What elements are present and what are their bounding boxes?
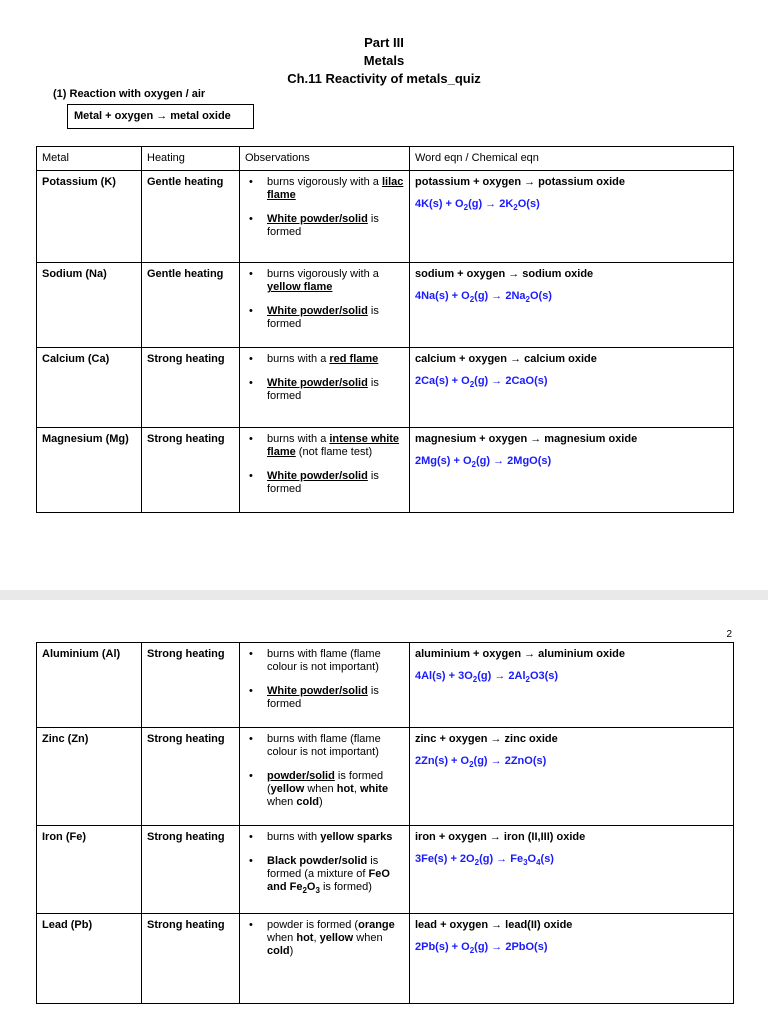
chapter-title: Ch.11 Reactivity of metals_quiz: [287, 71, 481, 86]
heating-cell: Strong heating: [142, 428, 240, 513]
equation-cell: [410, 643, 734, 728]
observation-item: • White powder/solid is formed: [245, 213, 404, 239]
metal-cell: Magnesium (Mg): [37, 428, 142, 513]
word-equation: aluminium + oxygen → aluminium oxide: [415, 648, 625, 660]
observation-item: • powder is formed (orange when hot, yellow when cold): [245, 919, 404, 958]
observation-item: • burns vigorously with a yellow flame: [245, 268, 404, 294]
chemical-equation: $2Zn(s) + O_2(g) \to 2ZnO(s)$: [415, 755, 547, 770]
chemical-equation: $2Mg(s) + O_2(g) \to 2MgO(s)$: [415, 455, 552, 470]
chemical-equation: $4Na(s) + O_2(g) \to 2Na_2O(s)$: [415, 290, 552, 305]
metal-cell: Iron (Fe): [37, 826, 142, 914]
table-row: [37, 826, 734, 914]
table-row: [37, 643, 734, 728]
section-heading: (1) Reaction with oxygen / air: [53, 88, 206, 100]
table-row: [37, 263, 734, 348]
observation-item: • burns with a red flame: [245, 353, 404, 366]
observations-cell: [240, 643, 410, 728]
page-2: [0, 600, 768, 1024]
chemical-equation: $2Ca(s) + O_2(g) \to 2CaO(s)$: [415, 375, 548, 390]
header-equation: Word eqn / Chemical eqn: [410, 147, 734, 171]
equation-cell: [410, 914, 734, 1004]
page-number: 2: [726, 629, 732, 640]
equation-cell: [410, 348, 734, 428]
heating-cell: Gentle heating: [142, 263, 240, 348]
word-equation: potassium + oxygen → potassium oxide: [415, 176, 625, 188]
observation-item: • White powder/solid is formed: [245, 685, 404, 711]
observations-cell: [240, 728, 410, 826]
table-row: [37, 728, 734, 826]
unit-title: Metals: [363, 53, 405, 68]
observations-cell: [240, 914, 410, 1004]
heating-cell: Strong heating: [142, 728, 240, 826]
table-row: [37, 348, 734, 428]
metal-cell: Sodium (Na): [37, 263, 142, 348]
header-heating: Heating: [142, 147, 240, 171]
heating-cell: Strong heating: [142, 643, 240, 728]
word-equation: lead + oxygen → lead(II) oxide: [415, 919, 573, 932]
observation-item: • burns vigorously with a lilac flame: [245, 176, 404, 202]
observation-item: • burns with yellow sparks: [245, 831, 404, 844]
chemical-equation: $2Pb(s) + O_2(g) \to 2PbO(s)$: [415, 941, 548, 956]
word-equation: calcium + oxygen → calcium oxide: [415, 353, 597, 365]
equation-cell: [410, 826, 734, 914]
part-title: Part III: [364, 35, 404, 50]
heating-cell: Strong heating: [142, 826, 240, 914]
word-equation: iron + oxygen → iron (II,III) oxide: [415, 831, 586, 843]
metal-cell: Lead (Pb): [37, 914, 142, 1004]
heating-cell: Strong heating: [142, 348, 240, 428]
observations-cell: [240, 826, 410, 914]
observation-item: • powder/solid is formed (yellow when hot, white when cold): [245, 770, 404, 809]
heating-cell: Gentle heating: [142, 171, 240, 263]
metal-cell: Zinc (Zn): [37, 728, 142, 826]
observations-cell: [240, 428, 410, 513]
observation-item: • Black powder/solid is formed (a mixture of FeO and $Fe_2O_3$ is formed): [245, 855, 404, 897]
word-equation: zinc + oxygen → zinc oxide: [415, 733, 558, 745]
equation-cell: [410, 171, 734, 263]
observations-cell: [240, 263, 410, 348]
table-row: [37, 428, 734, 513]
word-equation: sodium + oxygen → sodium oxide: [415, 268, 594, 280]
metal-cell: Calcium (Ca): [37, 348, 142, 428]
heating-cell: Strong heating: [142, 914, 240, 1004]
observations-cell: [240, 348, 410, 428]
observation-item: • burns with flame (flame colour is not important): [245, 733, 404, 759]
table-row: [37, 171, 734, 263]
observations-cell: [240, 171, 410, 263]
header-observations: Observations: [240, 147, 410, 171]
equation-cell: [410, 428, 734, 513]
observation-item: • White powder/solid is formed: [245, 305, 404, 331]
equation-cell: [410, 728, 734, 826]
table-row: [37, 914, 734, 1004]
general-equation-box: Metal + oxygen → metal oxide: [67, 104, 254, 129]
metal-cell: Potassium (K): [37, 171, 142, 263]
reaction-table-page2: [36, 642, 734, 1004]
observation-item: • White powder/solid is formed: [245, 377, 404, 403]
observation-item: • White powder/solid is formed: [245, 470, 404, 496]
equation-cell: [410, 263, 734, 348]
reaction-table-page1: [36, 146, 734, 513]
table-header-row: [37, 147, 734, 171]
observation-item: • burns with flame (flame colour is not important): [245, 648, 404, 674]
observation-item: • burns with a intense white flame (not flame test): [245, 433, 404, 459]
word-equation: magnesium + oxygen → magnesium oxide: [415, 433, 638, 445]
metal-cell: Aluminium (Al): [37, 643, 142, 728]
chemical-equation: $3Fe(s) + 2O_2(g) \to Fe_3O_4(s)$: [415, 853, 554, 868]
chemical-equation: $4Al(s) + 3O_2(g) \to 2Al_2O3(s)$: [415, 670, 559, 685]
header-metal: Metal: [37, 147, 142, 171]
chemical-equation: $4K(s) + O_2(g) \to 2K_2O(s)$: [415, 198, 540, 213]
